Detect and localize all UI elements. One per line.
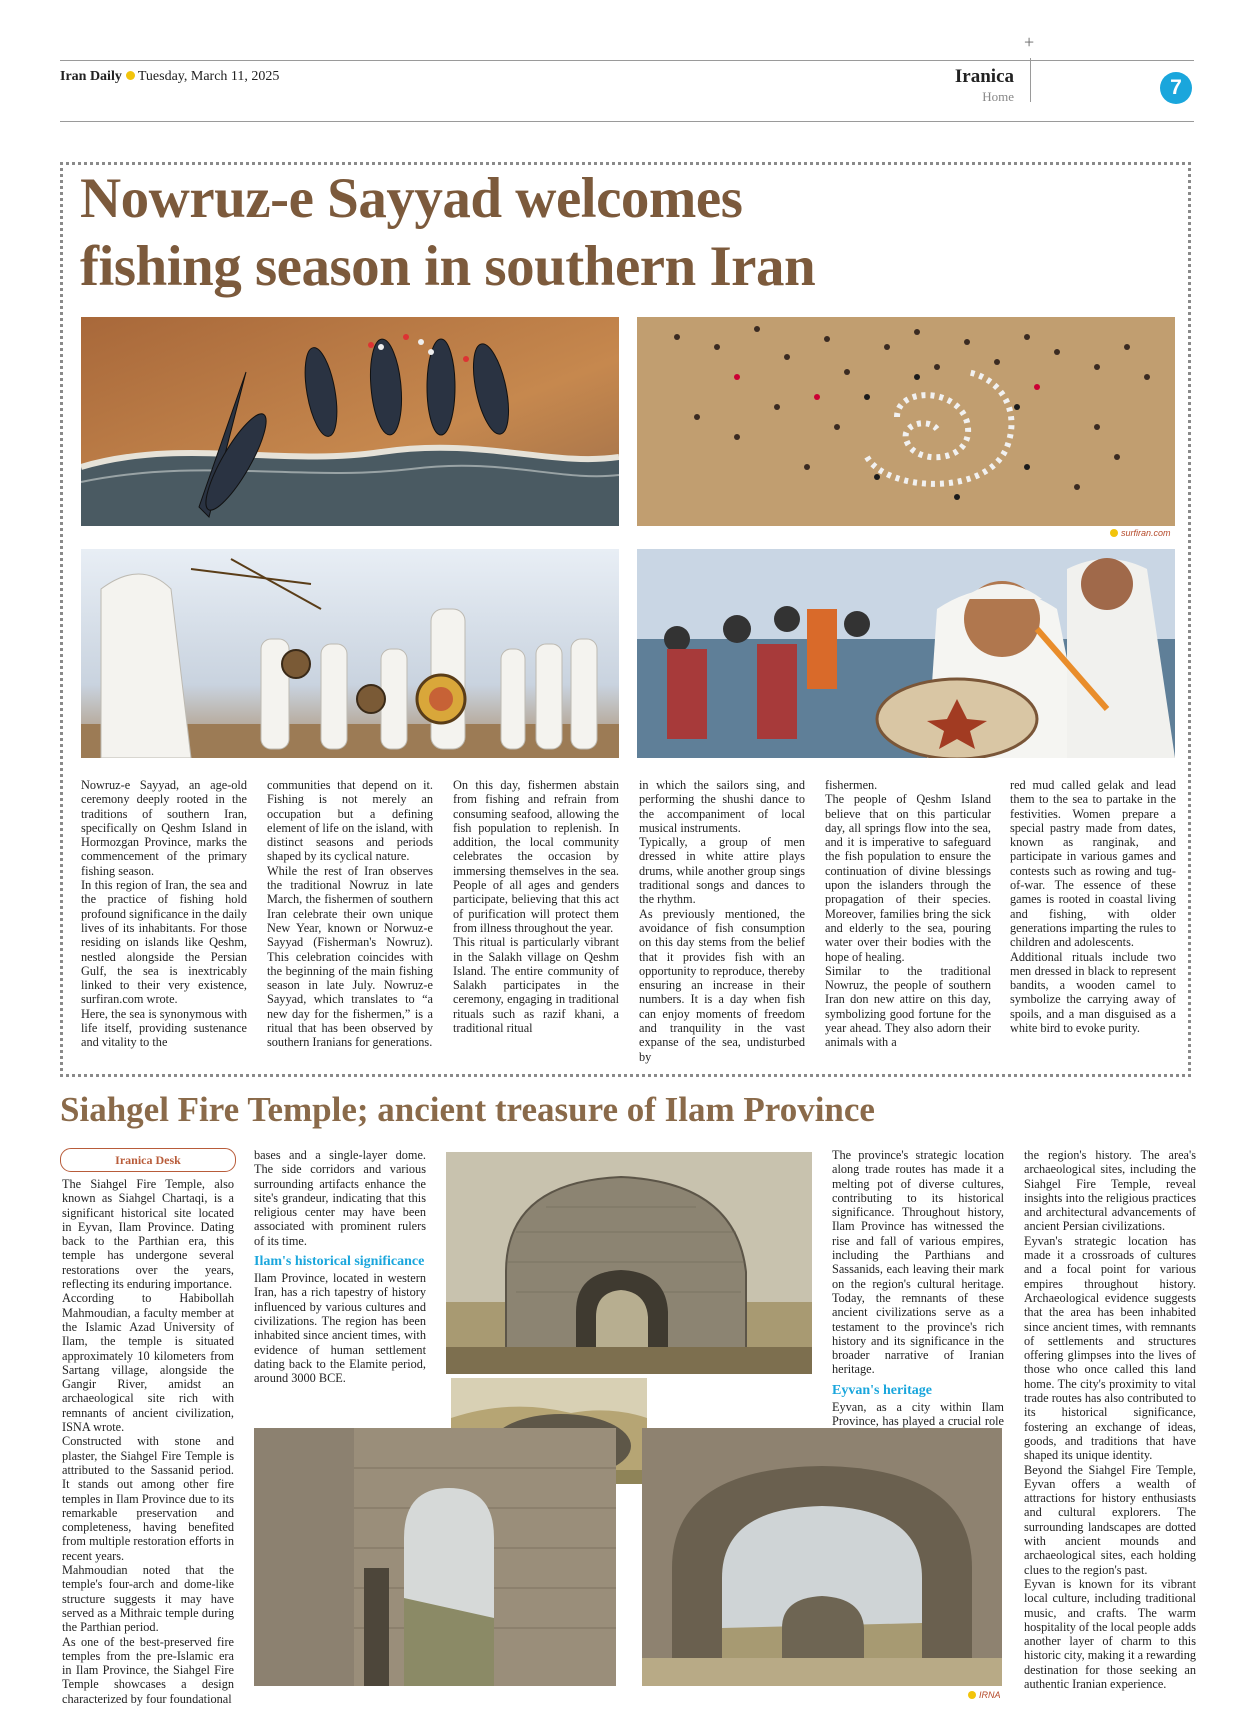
article2-column-1 (62, 1177, 234, 1706)
subheading-eyvan: Eyvan's heritage (832, 1382, 932, 1398)
paragraph: According to Habibollah Mahmoudian, a faculty member at the Islamic Azad University of Ilam, the temple is situated approximately 10 kilometers from Sartang village, alongside the Gangir River, amidst an archaeological site rich with remnants of ancient civilization, ISNA wrote. (62, 1291, 234, 1435)
article1-column-3 (453, 778, 619, 1035)
paragraph: The Siahgel Fire Temple, also known as Siahgel Chartaqi, is a significant historical site located in Eyvan, Ilam Province. Dating back to the Parthian era, this temple has undergone several restorations over the years, reflecting its enduring importance. (62, 1177, 234, 1292)
paragraph: Similar to the traditional Nowruz, the people of southern Iran don new attire on this day, symbolizing good fortune for the year ahead. They also adorn their animals with a (825, 963, 991, 1050)
article1-column-2 (267, 778, 433, 1050)
paragraph: red mud called gelak and lead them to the sea to partake in the festivities. Women prepare a special pastry made from dates, known as ranginak, and participate in various games and contests such as rowing and tug-of-war. The essence of these games is rooted in coastal living and fishing, with older generations imparting the rules to children and adolescents. (1010, 778, 1176, 950)
header-top-rule (60, 60, 1194, 61)
paragraph: in which the sailors sing, and performing the shushi dance to the accompaniment of local musical instruments. (639, 778, 805, 835)
paragraph: Eyvan's strategic location has made it a crossroads of cultures and a focal point for various empires throughout history. Archaeological evidence suggests that the area has been inhabited since ancient times, with remnants of settlements and structures offering glimpses into the lives of those who once called this land home. The city's proximity to vital trade routes has also contributed to its historical significance, fostering an exchange of ideas, goods, and traditions that have shaped its unique identity. (1024, 1233, 1196, 1463)
paragraph: fishermen. (825, 778, 878, 792)
credit-text: IRNA (979, 1690, 1001, 1700)
paragraph: Ilam Province, located in western Iran, has a rich tapestry of history influenced by various cultures and civilizations. The region has been inhabited since ancient times, with evidence of human settlement dating back to the Elamite period, around 3000 BCE. (254, 1271, 426, 1386)
credit-text: surfiran.com (1121, 528, 1171, 538)
subheading-ilam: Ilam's historical significance (254, 1254, 425, 1270)
paragraph: Typically, a group of men dressed in white attire plays drums, while another group sings traditional songs and dances to the rhythm. (639, 835, 805, 907)
photo-fire-temple-arches (254, 1428, 616, 1686)
photo-fire-temple-corridor (642, 1428, 1002, 1686)
article1-column-5 (825, 778, 991, 1050)
article1-headline (80, 165, 1080, 301)
bullet-icon (968, 1691, 976, 1699)
paragraph: Eyvan is known for its vibrant local culture, including traditional music, and crafts. The warm hospitality of the local people adds another layer of charm to this historic city, making it a rewarding destination for those seeking an authentic Iranian experience. (1024, 1576, 1196, 1691)
section-title: Iranica (954, 66, 1014, 87)
article1-column-4 (639, 778, 805, 1064)
paragraph: The people of Qeshm Island believe that on this particular day, all springs flow into the sea, and it is imperative to safeguard the fish population to ensure the continuation of divine blessings upon the islanders through the propagation of their species. Moreover, families bring the sick and elderly to the sea, pouring water over their bodies with the hope of healing. (825, 792, 991, 964)
paragraph: This ritual is particularly vibrant in the Salakh village on Qeshm Island. The entire community of Salakh participates in the ceremony, engaging in traditional rituals such as razif khani, a traditional ritual (453, 935, 619, 1036)
photo-credit-irna (968, 1690, 1001, 1700)
article1-column-6 (1010, 778, 1176, 1035)
subsection-title: Home (982, 89, 1014, 104)
photo-drummer-closeup (637, 549, 1175, 758)
paragraph: As previously mentioned, the avoidance of fish consumption on this day stems from the belief that it provides fish with an opportunity to reproduce, thereby ensuring an increase in their numbers. It is a day when fish can enjoy moments of freedom and tranquility in the vast expanse of the sea, undisturbed by (639, 906, 805, 1064)
paragraph: communities that depend on it. Fishing is not merely an occupation but a defining element of life on the island, with distinct seasons and periods shaped by its cyclical nature. (267, 778, 433, 864)
paragraph: Beyond the Siahgel Fire Temple, Eyvan offers a wealth of attractions for history enthusiasts and cultural explorers. The surrounding landscapes are dotted with ancient mounds and archaeological sites, each holding clues to the region's past. (1024, 1462, 1196, 1577)
header-divider (1030, 58, 1031, 102)
paragraph: As one of the best-preserved fire temples from the pre-Islamic era in Ilam Province, the Siahgel Fire Temple showcases a design characterized by four foundational (62, 1634, 234, 1706)
header-bottom-rule (60, 121, 1194, 122)
article2-column-2 (254, 1148, 426, 1385)
photo-credit-surfiran (1110, 528, 1171, 538)
paragraph: The province's strategic location along trade routes has made it a melting pot of diverse cultures, contributing to its historical significance. Throughout history, Ilam Province has witnessed the rise and fall of various empires, including the Parthians and Sassanids, each leaving their mark on the region's cultural heritage. Today, the remnants of these ancient civilizations serve as a testament to the province's rich history and its significance in the broader narrative of Iranian heritage. (832, 1148, 1004, 1377)
masthead (60, 69, 279, 85)
paragraph: Constructed with stone and plaster, the Siahgel Fire Temple is attributed to the Sassanid period. It stands out among other fire temples in Ilam Province due to its remarkable preservation and completeness, having benefited from multiple restoration efforts in recent years. (62, 1434, 234, 1563)
article2-headline: Siahgel Fire Temple; ancient treasure of Ilam Province (60, 1090, 875, 1129)
article1-column-1 (81, 778, 247, 1050)
paragraph: Mahmoudian noted that the temple's four-arch and dome-like structure suggests it may have served as a Mithraic temple during the Parthian period. (62, 1563, 234, 1635)
paragraph: bases and a single-layer dome. The side corridors and various surrounding artifacts enhance the site's grandeur, indicating that this religious center may have been associated with prominent rulers of its time. (254, 1148, 426, 1248)
paragraph: the region's history. The area's archaeological sites, including the Siahgel Fire Temple, reveal insights into the religious practices and architectural advancements of ancient Persian civilizations. (1024, 1148, 1196, 1234)
page-number-badge: 7 (1160, 72, 1192, 104)
photo-drummers (81, 549, 619, 758)
bullet-icon (126, 71, 135, 80)
plus-icon: + (1024, 32, 1035, 52)
paragraph: Additional rituals include two men dressed in black to represent bandits, a wooden camel to symbolize the carrying away of spoils, and a man disguised as a white bird to evoke purity. (1010, 949, 1176, 1036)
paragraph: Here, the sea is synonymous with life itself, providing sustenance and vitality to the (81, 1006, 247, 1050)
publication-name: Iran Daily (60, 69, 122, 84)
paragraph: In this region of Iran, the sea and the practice of fishing hold profound significance in the daily lives of its inhabitants. For those residing on islands like Qeshm, nestled alongside the Persian Gulf, the sea is inextricably linked to their very existence, surfiran.com wrote. (81, 878, 247, 1007)
paragraph: On this day, fishermen abstain from fishing and refrain from consuming seafood, allowing the fish population to replenish. In addition, the local community celebrates the occasion by immersing themselves in the sea. People of all ages and genders participate, believing that this act of purification will protect them from illness throughout the year. (453, 778, 619, 935)
byline-badge: Iranica Desk (60, 1148, 236, 1172)
paragraph: Eyvan, as a city within Ilam Province, has played a crucial role (832, 1399, 1004, 1429)
article2-column-4 (1024, 1148, 1196, 1691)
photo-crowd-aerial (637, 317, 1175, 526)
paragraph: While the rest of Iran observes the traditional Nowruz in late March, the fishermen of southern Iran celebrate their own unique New Year, known or Norwuz-e Sayyad (Fisherman's Nowruz). This celebration coincides with the beginning of the main fishing season in late July. Nowruz-e Sayyad, which translates to “a new day for the fishermen,” is a ritual that has been observed by southern Iranians for generations. (267, 863, 433, 1050)
headline-line-2: fishing season in southern Iran (80, 235, 816, 298)
issue-date: Tuesday, March 11, 2025 (137, 69, 280, 84)
article2-column-3 (832, 1148, 1004, 1443)
photo-fire-temple-dome (446, 1152, 812, 1374)
photo-boats-aerial (81, 317, 619, 526)
paragraph: Nowruz-e Sayyad, an age-old ceremony deeply rooted in the traditions of southern Iran, specifically on Qeshm Island in Hormozgan Province, marks the commencement of the primary fishing season. (81, 778, 247, 878)
headline-line-1: Nowruz-e Sayyad welcomes (80, 167, 743, 230)
bullet-icon (1110, 529, 1118, 537)
